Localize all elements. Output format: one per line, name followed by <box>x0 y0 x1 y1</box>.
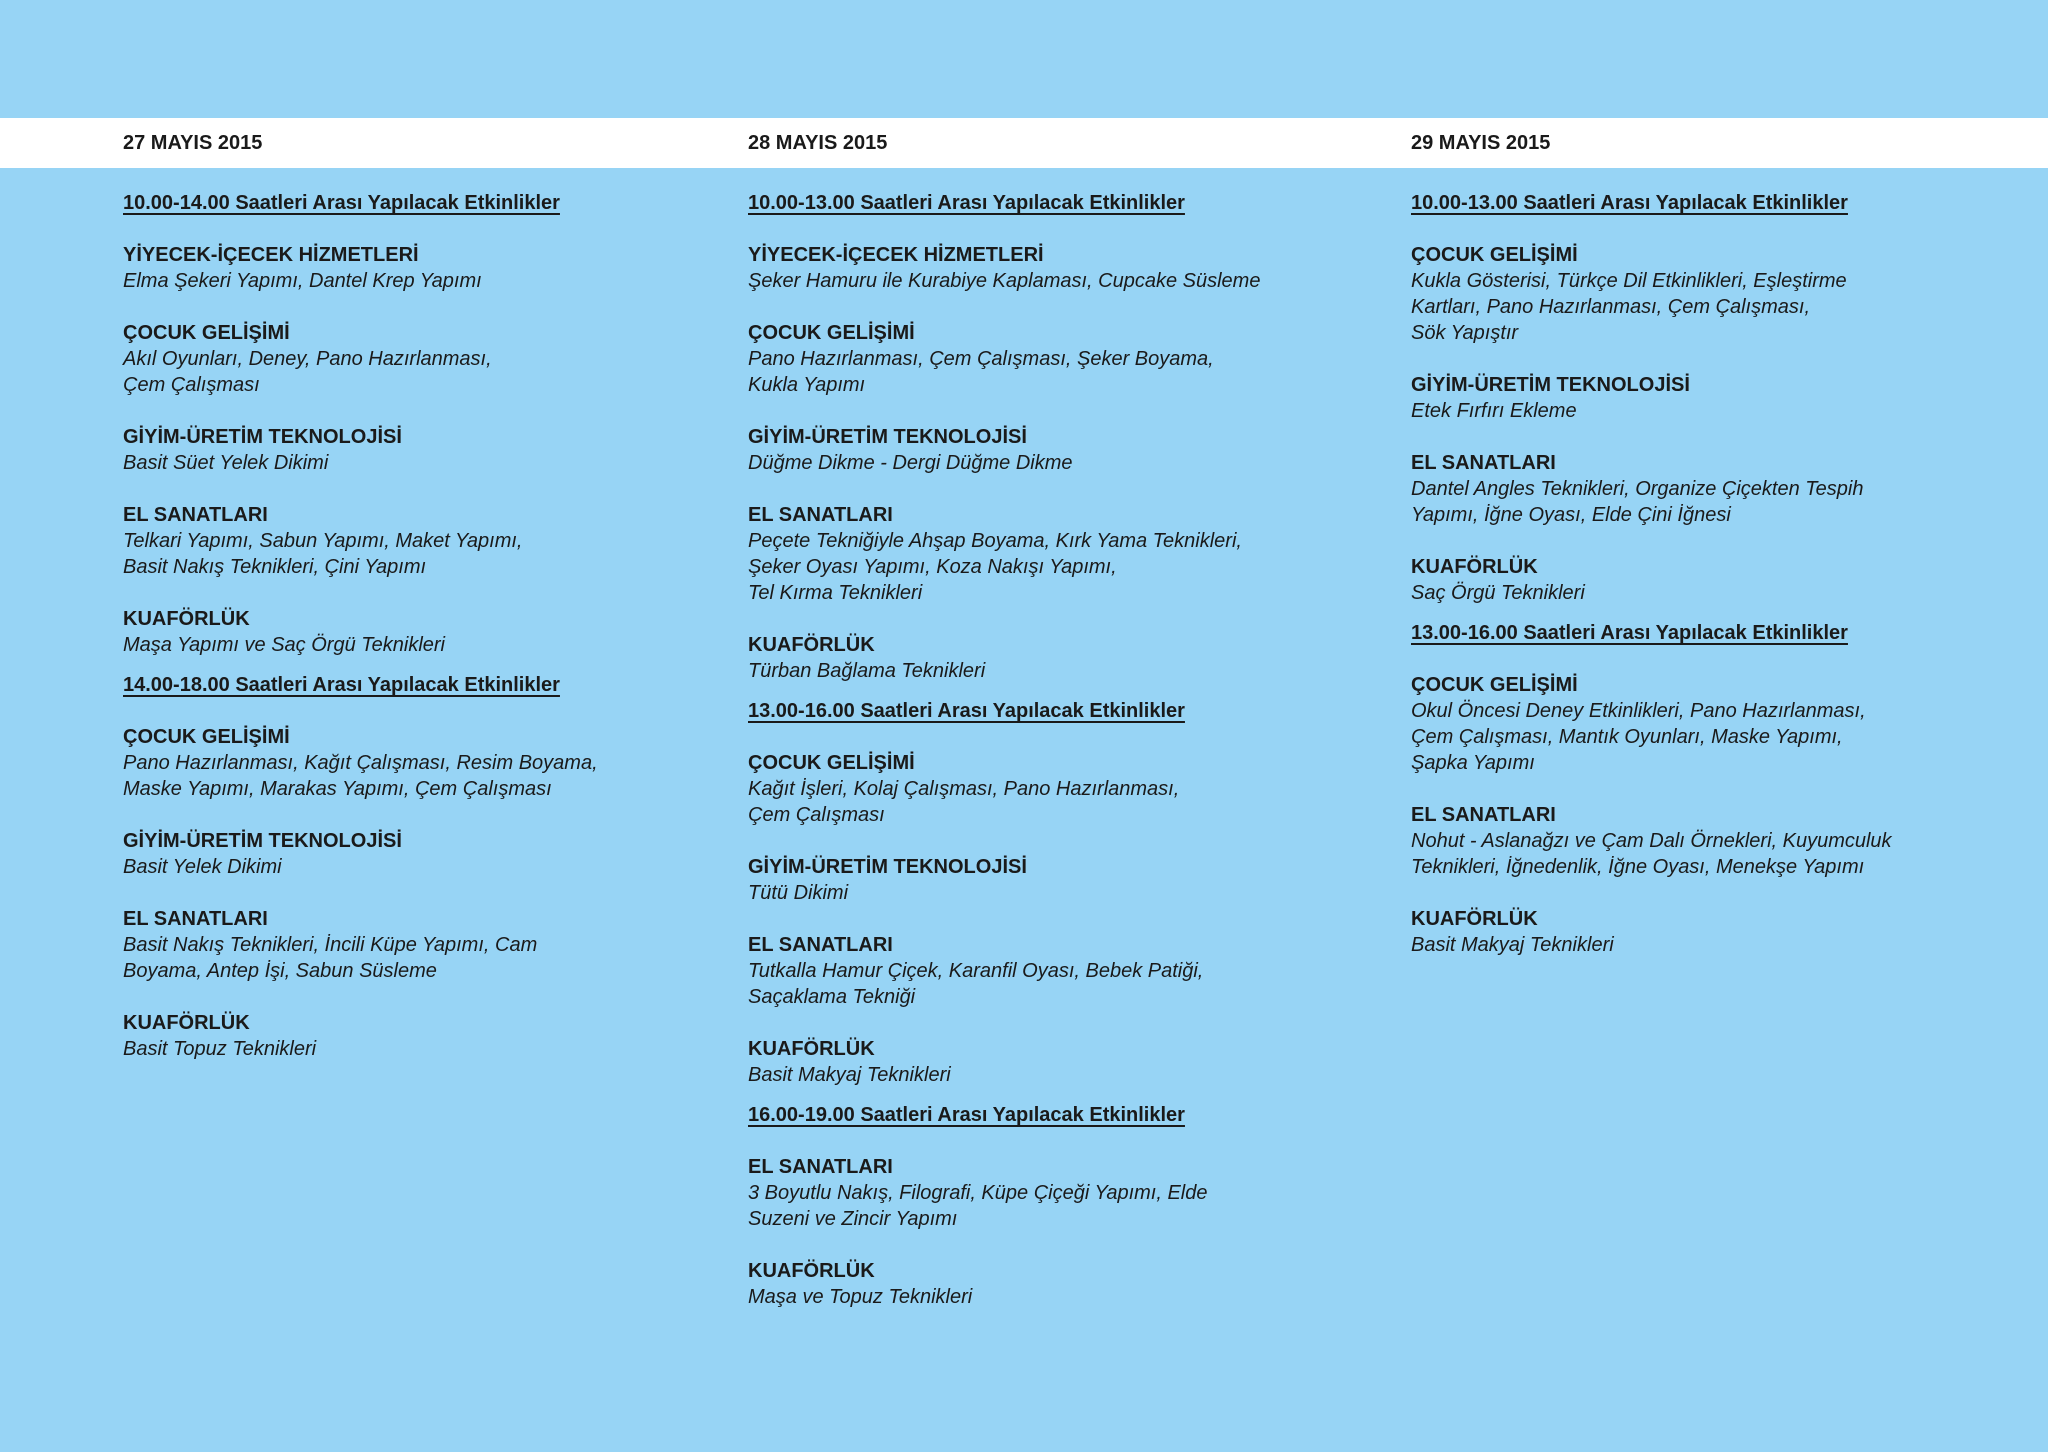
category-title: KUAFÖRLÜK <box>748 1038 875 1060</box>
category-title: KUAFÖRLÜK <box>748 634 875 656</box>
category-title: ÇOCUK GELİŞİMİ <box>1411 674 1578 696</box>
category-activities: Peçete Tekniğiyle Ahşap Boyama, Kırk Yama Teknikleri, Şeker Oyası Yapımı, Koza Nakışı Yapımı, Tel Kırma Teknikleri <box>748 530 1242 604</box>
category-activities: Pano Hazırlanması, Kağıt Çalışması, Resim Boyama, Maske Yapımı, Marakas Yapımı, Çem Çalışması <box>123 752 598 800</box>
date-label-day-2: 28 MAYIS 2015 <box>748 132 888 154</box>
date-label-day-3: 29 MAYIS 2015 <box>1411 132 1551 154</box>
category-title: GİYİM-ÜRETİM TEKNOLOJİSİ <box>123 830 402 852</box>
category-activities: Basit Makyaj Teknikleri <box>1411 934 1614 956</box>
category-title: KUAFÖRLÜK <box>1411 556 1538 578</box>
timeslot-title: 13.00-16.00 Saatleri Arası Yapılacak Etkinlikler <box>748 700 1185 722</box>
date-label-day-1: 27 MAYIS 2015 <box>123 132 263 154</box>
category-activities: Basit Makyaj Teknikleri <box>748 1064 951 1086</box>
category-activities: Nohut - Aslanağzı ve Çam Dalı Örnekleri, Kuyumculuk Teknikleri, İğnedenlik, İğne Oyası, Menekşe Yapımı <box>1411 830 1892 878</box>
activity-category <box>123 724 598 802</box>
activity-category <box>1411 450 1892 528</box>
category-activities: Basit Yelek Dikimi <box>123 856 282 878</box>
activity-category <box>123 906 598 984</box>
category-title: GİYİM-ÜRETİM TEKNOLOJİSİ <box>748 856 1027 878</box>
category-activities: Tutkalla Hamur Çiçek, Karanfil Oyası, Bebek Patiği, Saçaklama Tekniği <box>748 960 1204 1008</box>
activity-category <box>1411 242 1892 346</box>
activity-category <box>748 854 1260 906</box>
timeslot-title: 14.00-18.00 Saatleri Arası Yapılacak Etkinlikler <box>123 674 560 696</box>
timeslot <box>123 672 598 1062</box>
timeslot-title: 13.00-16.00 Saatleri Arası Yapılacak Etkinlikler <box>1411 622 1848 644</box>
activity-category <box>748 424 1260 476</box>
activity-category <box>1411 802 1892 880</box>
schedule-column-day-2 <box>748 190 1260 1324</box>
activity-category <box>123 320 598 398</box>
category-title: ÇOCUK GELİŞİMİ <box>123 726 290 748</box>
timeslot <box>123 190 598 658</box>
category-activities: Okul Öncesi Deney Etkinlikleri, Pano Hazırlanması, Çem Çalışması, Mantık Oyunları, Maske Yapımı, Şapka Yapımı <box>1411 700 1866 774</box>
category-activities: Dantel Angles Teknikleri, Organize Çiçekten Tespih Yapımı, İğne Oyası, Elde Çini İğnesi <box>1411 478 1864 526</box>
category-title: KUAFÖRLÜK <box>123 1012 250 1034</box>
timeslot-title: 10.00-13.00 Saatleri Arası Yapılacak Etkinlikler <box>748 192 1185 214</box>
category-title: YİYECEK-İÇECEK HİZMETLERİ <box>748 244 1044 266</box>
category-title: EL SANATLARI <box>123 908 268 930</box>
category-activities: Kukla Gösterisi, Türkçe Dil Etkinlikleri, Eşleştirme Kartları, Pano Hazırlanması, Çem Çalışması, Sök Yapıştır <box>1411 270 1847 344</box>
activity-category <box>748 932 1260 1010</box>
activity-category <box>748 320 1260 398</box>
category-title: EL SANATLARI <box>1411 452 1556 474</box>
activity-category <box>748 502 1260 606</box>
schedule-column-day-3 <box>1411 190 1892 972</box>
activity-category <box>748 750 1260 828</box>
category-title: ÇOCUK GELİŞİMİ <box>748 752 915 774</box>
activity-category <box>123 424 598 476</box>
activity-category <box>1411 372 1892 424</box>
schedule-column-day-1 <box>123 190 598 1076</box>
activity-category <box>1411 672 1892 776</box>
activity-category <box>748 1154 1260 1232</box>
category-activities: 3 Boyutlu Nakış, Filografi, Küpe Çiçeği Yapımı, Elde Suzeni ve Zincir Yapımı <box>748 1182 1208 1230</box>
category-title: ÇOCUK GELİŞİMİ <box>123 322 290 344</box>
category-title: GİYİM-ÜRETİM TEKNOLOJİSİ <box>748 426 1027 448</box>
category-title: EL SANATLARI <box>748 1156 893 1178</box>
category-activities: Basit Topuz Teknikleri <box>123 1038 317 1060</box>
category-activities: Basit Süet Yelek Dikimi <box>123 452 329 474</box>
category-activities: Maşa Yapımı ve Saç Örgü Teknikleri <box>123 634 445 656</box>
activity-category <box>123 242 598 294</box>
timeslot <box>748 190 1260 684</box>
category-activities: Telkari Yapımı, Sabun Yapımı, Maket Yapımı, Basit Nakış Teknikleri, Çini Yapımı <box>123 530 523 578</box>
category-title: YİYECEK-İÇECEK HİZMETLERİ <box>123 244 419 266</box>
category-activities: Akıl Oyunları, Deney, Pano Hazırlanması, Çem Çalışması <box>123 348 492 396</box>
date-header-band <box>0 118 2048 168</box>
category-title: EL SANATLARI <box>123 504 268 526</box>
category-title: KUAFÖRLÜK <box>123 608 250 630</box>
timeslot <box>1411 190 1892 606</box>
category-activities: Basit Nakış Teknikleri, İncili Küpe Yapımı, Cam Boyama, Antep İşi, Sabun Süsleme <box>123 934 538 982</box>
timeslot-title: 10.00-13.00 Saatleri Arası Yapılacak Etkinlikler <box>1411 192 1848 214</box>
category-title: KUAFÖRLÜK <box>748 1260 875 1282</box>
timeslot-title: 16.00-19.00 Saatleri Arası Yapılacak Etkinlikler <box>748 1104 1185 1126</box>
category-title: ÇOCUK GELİŞİMİ <box>1411 244 1578 266</box>
category-activities: Tütü Dikimi <box>748 882 849 904</box>
category-title: EL SANATLARI <box>748 934 893 956</box>
activity-category <box>748 1258 1260 1310</box>
activity-category <box>748 1036 1260 1088</box>
category-title: GİYİM-ÜRETİM TEKNOLOJİSİ <box>123 426 402 448</box>
timeslot-title: 10.00-14.00 Saatleri Arası Yapılacak Etkinlikler <box>123 192 560 214</box>
activity-category <box>123 606 598 658</box>
category-title: KUAFÖRLÜK <box>1411 908 1538 930</box>
category-activities: Saç Örgü Teknikleri <box>1411 582 1585 604</box>
category-activities: Etek Fırfırı Ekleme <box>1411 400 1577 422</box>
category-activities: Düğme Dikme - Dergi Düğme Dikme <box>748 452 1073 474</box>
activity-category <box>1411 906 1892 958</box>
category-activities: Kağıt İşleri, Kolaj Çalışması, Pano Hazırlanması, Çem Çalışması <box>748 778 1180 826</box>
timeslot <box>1411 620 1892 958</box>
category-activities: Türban Bağlama Teknikleri <box>748 660 986 682</box>
category-title: EL SANATLARI <box>1411 804 1556 826</box>
timeslot <box>748 698 1260 1088</box>
category-activities: Elma Şekeri Yapımı, Dantel Krep Yapımı <box>123 270 482 292</box>
category-title: ÇOCUK GELİŞİMİ <box>748 322 915 344</box>
category-title: GİYİM-ÜRETİM TEKNOLOJİSİ <box>1411 374 1690 396</box>
activity-category <box>123 502 598 580</box>
category-activities: Maşa ve Topuz Teknikleri <box>748 1286 973 1308</box>
category-activities: Pano Hazırlanması, Çem Çalışması, Şeker Boyama, Kukla Yapımı <box>748 348 1214 396</box>
activity-category <box>123 828 598 880</box>
category-title: EL SANATLARI <box>748 504 893 526</box>
activity-category <box>748 632 1260 684</box>
activity-category <box>123 1010 598 1062</box>
activity-category <box>748 242 1260 294</box>
timeslot <box>748 1102 1260 1310</box>
activity-category <box>1411 554 1892 606</box>
category-activities: Şeker Hamuru ile Kurabiye Kaplaması, Cupcake Süsleme <box>748 270 1261 292</box>
